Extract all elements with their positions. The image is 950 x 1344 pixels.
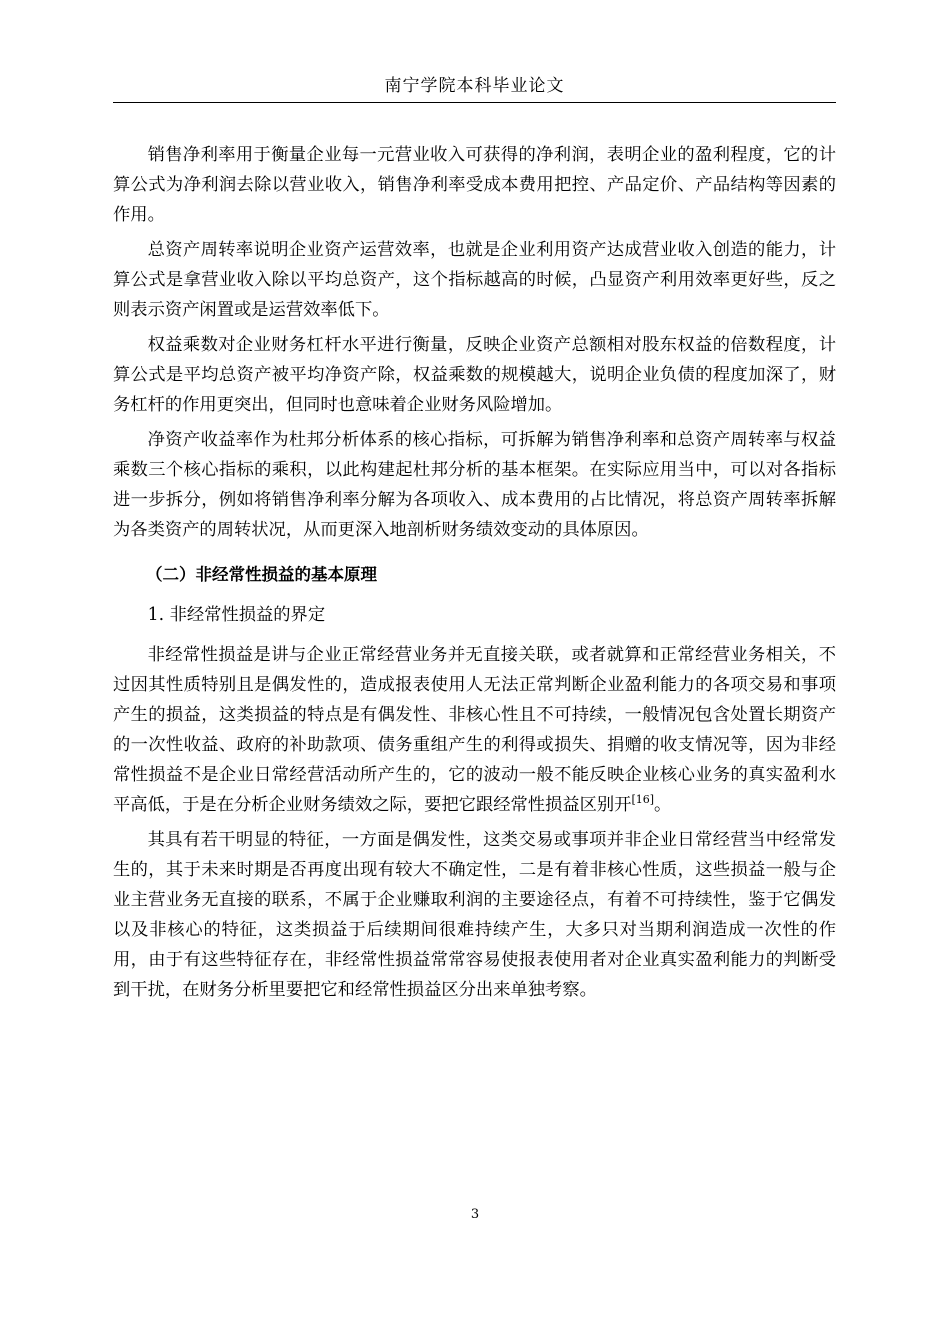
subsection-heading: 1. 非经常性损益的界定 <box>147 605 326 625</box>
body-content <box>113 140 836 1010</box>
header-rule <box>113 102 836 103</box>
paragraph-nonrecurring-features: 其具有若干明显的特征，一方面是偶发性，这类交易或事项并非企业日常经营当中经常发生的，其于未来时期是否再度出现有较大不确定性，二是有着非核心性质，这些损益一般与企业主营业务无直接的联系，不属于企业赚取利润的主要途径点，有着不可持续性，鉴于它偶发以及非核心的特征，这类损益于后续期间很难持续产生，大多只对当期利润造成一次性的作用，由于有这些特征存在，非经常性损益常常容易使报表使用者对企业真实盈利能力的判断受到干扰，在财务分析里要把它和经常性损益区分出来单独考察。 <box>113 830 836 1000</box>
paragraph-net-profit-margin: 销售净利率用于衡量企业每一元营业收入可获得的净利润，表明企业的盈利程度，它的计算公式为净利润去除以营业收入，销售净利率受成本费用把控、产品定价、产品结构等因素的作用。 <box>113 145 836 225</box>
paragraph-asset-turnover: 总资产周转率说明企业资产运营效率，也就是企业利用资产达成营业收入创造的能力，计算公式是拿营业收入除以平均总资产，这个指标越高的时候，凸显资产利用效率更好些，反之则表示资产闲置或是运营效率低下。 <box>113 240 836 320</box>
paragraph-equity-multiplier: 权益乘数对企业财务杠杆水平进行衡量，反映企业资产总额相对股东权益的倍数程度，计算公式是平均总资产被平均净资产除，权益乘数的规模越大，说明企业负债的程度加深了，财务杠杆的作用更突出，但同时也意味着企业财务风险增加。 <box>113 335 836 415</box>
paragraph-roe: 净资产收益率作为杜邦分析体系的核心指标，可拆解为销售净利率和总资产周转率与权益乘数三个核心指标的乘积，以此构建起杜邦分析的基本框架。在实际应用当中，可以对各指标进一步拆分，例如将销售净利率分解为各项收入、成本费用的占比情况，将总资产周转率拆解为各类资产的周转状况，从而更深入地剖析财务绩效变动的具体原因。 <box>113 430 836 540</box>
citation: [16] <box>631 793 655 807</box>
page-number: 3 <box>470 1207 480 1222</box>
paragraph-text: 非经常性损益是讲与企业正常经营业务并无直接关联，或者就算和正常经营业务相关，不过因其性质特别且是偶发性的，造成报表使用人无法正常判断企业盈利能力的各项交易和事项产生的损益，这类损益的特点是有偶发性、非核心性且不可持续，一般情况包含处置长期资产的一次性收益、政府的补助款项、债务重组产生的利得或损失、捐赠的收支情况等，因为非经常性损益不是企业日常经营活动所产生的，它的波动一般不能反映企业核心业务的真实盈利水平高低，于是在分析企业财务绩效之际，要把它跟经常性损益区别开 <box>113 645 836 815</box>
section-heading: （二）非经常性损益的基本原理 <box>146 565 377 584</box>
page-header: 南宁学院本科毕业论文 <box>384 76 565 96</box>
paragraph-nonrecurring-definition <box>113 640 836 820</box>
paragraph-end: 。 <box>654 795 672 815</box>
